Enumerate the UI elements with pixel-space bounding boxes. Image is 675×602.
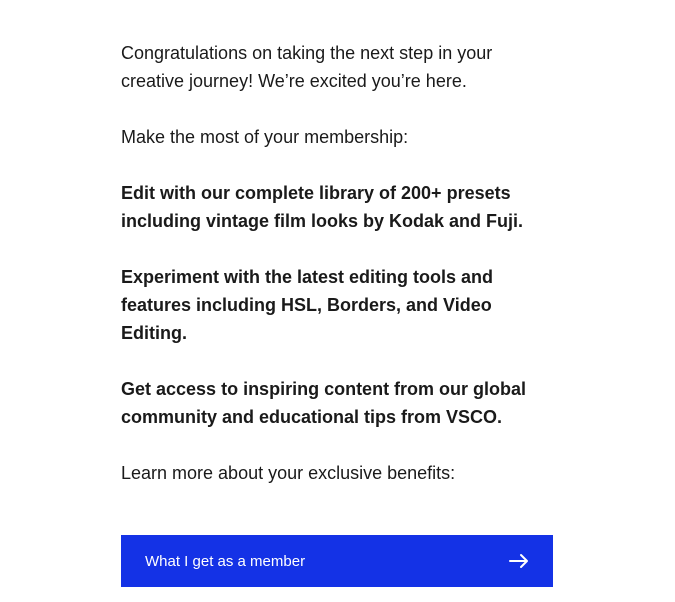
membership-heading: Make the most of your membership: — [121, 127, 409, 147]
member-benefits-button-label: What I get as a member — [145, 552, 306, 570]
benefit-presets: Edit with our complete library of 200+ presets including vintage film looks by Kodak and Fuji. — [121, 183, 524, 231]
arrow-right-icon — [509, 553, 529, 569]
benefit-community: Get access to inspiring content from our global community and educational tips from VSCO. — [121, 379, 527, 427]
learn-more-text: Learn more about your exclusive benefits: — [121, 463, 456, 483]
benefit-tools: Experiment with the latest editing tools and features including HSL, Borders, and Video Editing. — [121, 267, 494, 343]
intro-text: Congratulations on taking the next step in your creative journey! We’re excited you’re here. — [121, 43, 493, 91]
email-body — [121, 39, 541, 487]
member-benefits-button[interactable] — [121, 535, 553, 587]
